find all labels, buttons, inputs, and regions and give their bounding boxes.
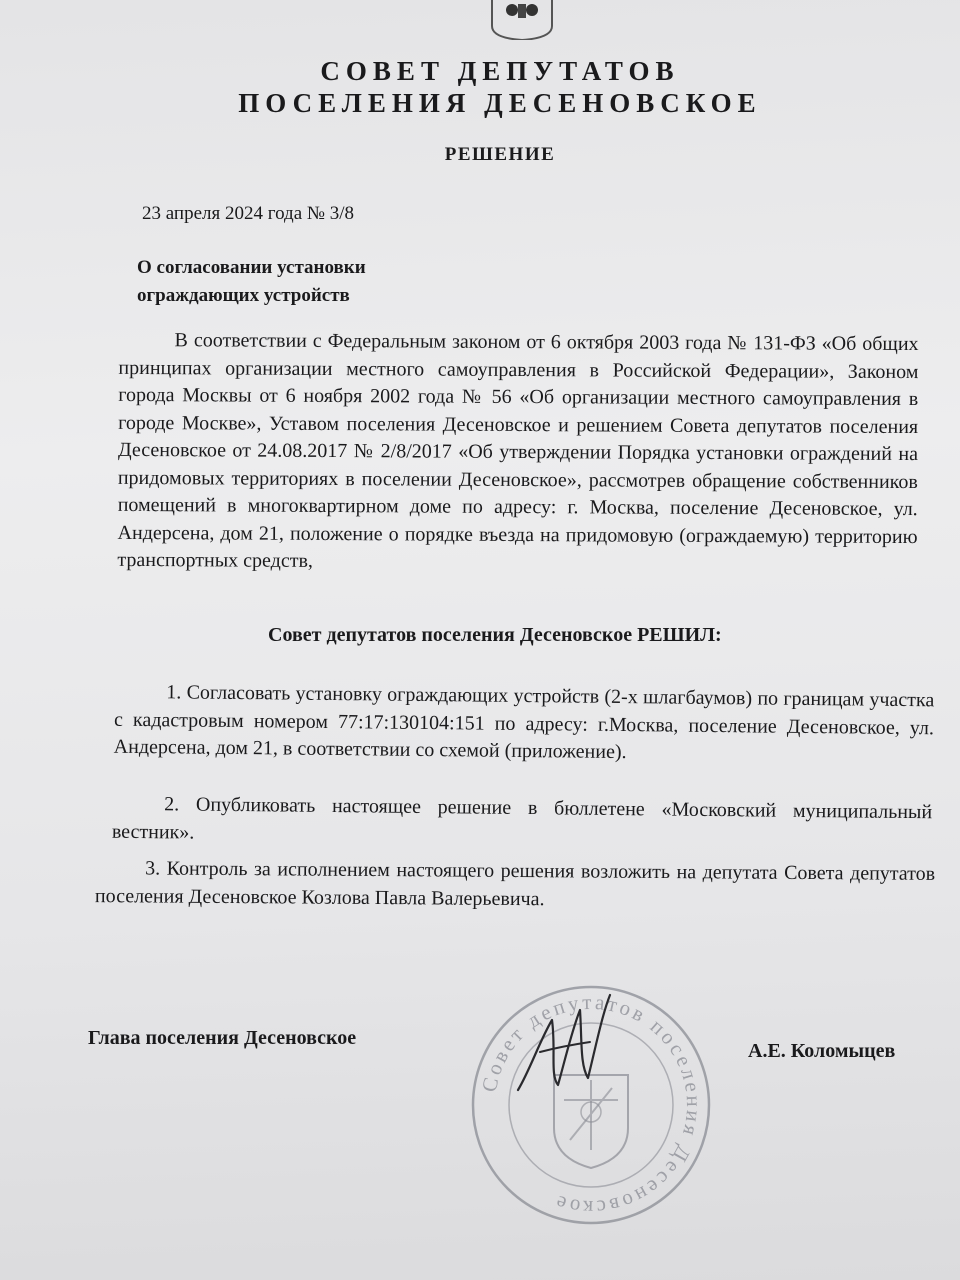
seal-ring-text: Совет депутатов поселения Десеновское [476,989,707,1221]
settlement-title: ПОСЕЛЕНИЯ ДЕСЕНОВСКОЕ [238,88,762,118]
preamble-paragraph: В соответствии с Федеральным законом от 6 октября 2003 года № 131-ФЗ «Об общих принципах организации местного самоуправления в Российской Федерации», Законом города Москвы от 6 ноября 2002 года № 56 «Об организации местного самоуправления в городе Москве», Уставом поселения Десеновское и решением Совета депутатов поселения Десеновское от 24.08.2017 № 2/8/2017 «Об утверждении Порядка установки ограждений на придомовых территориях в поселении Десеновское», рассмотрев обращение собственников помещений в многоквартирном доме по адресу: г. Москва, поселение Десеновское, ул. Андерсена, дом 21, положение о порядке въезда на придомовую (ограждаемую) территорию транспортных средств, [117,329,919,572]
signatory-name: А.Е. Коломыцев [748,1040,896,1062]
resolution-item-1: 1. Согласовать установку ограждающих устройств (2-х шлагбаумов) по границам участка с кадастровым номером 77:17:130104:151 по адресу: г.Москва, поселение Десеновское, ул. Андерсена, дом 21, в соответствии со схемой (приложение). [113,681,935,764]
subject-line-1: О согласовании установки [137,257,366,278]
document-subject [137,254,366,310]
resolution-item-3: 3. Контроль за исполнением настоящего решения возложить на депутата Совета депутатов поселения Десеновское Козлова Павла Валерьевича. [94,857,936,910]
resolution-heading: Совет депутатов поселения Десеновское РЕШИЛ: [268,624,722,646]
date-and-number: 23 апреля 2024 года № 3/8 [142,203,355,224]
document-type: РЕШЕНИЕ [444,144,556,165]
council-title: СОВЕТ ДЕПУТАТОВ [320,56,680,86]
coat-of-arms-icon [486,0,558,40]
subject-line-2: ограждающих устройств [137,285,350,306]
resolution-item-2: 2. Опубликовать настоящее решение в бюллетене «Московский муниципальный вестник». [111,793,933,844]
signatory-title: Глава поселения Десеновское [88,1027,357,1049]
handwritten-signature-icon [510,990,620,1110]
